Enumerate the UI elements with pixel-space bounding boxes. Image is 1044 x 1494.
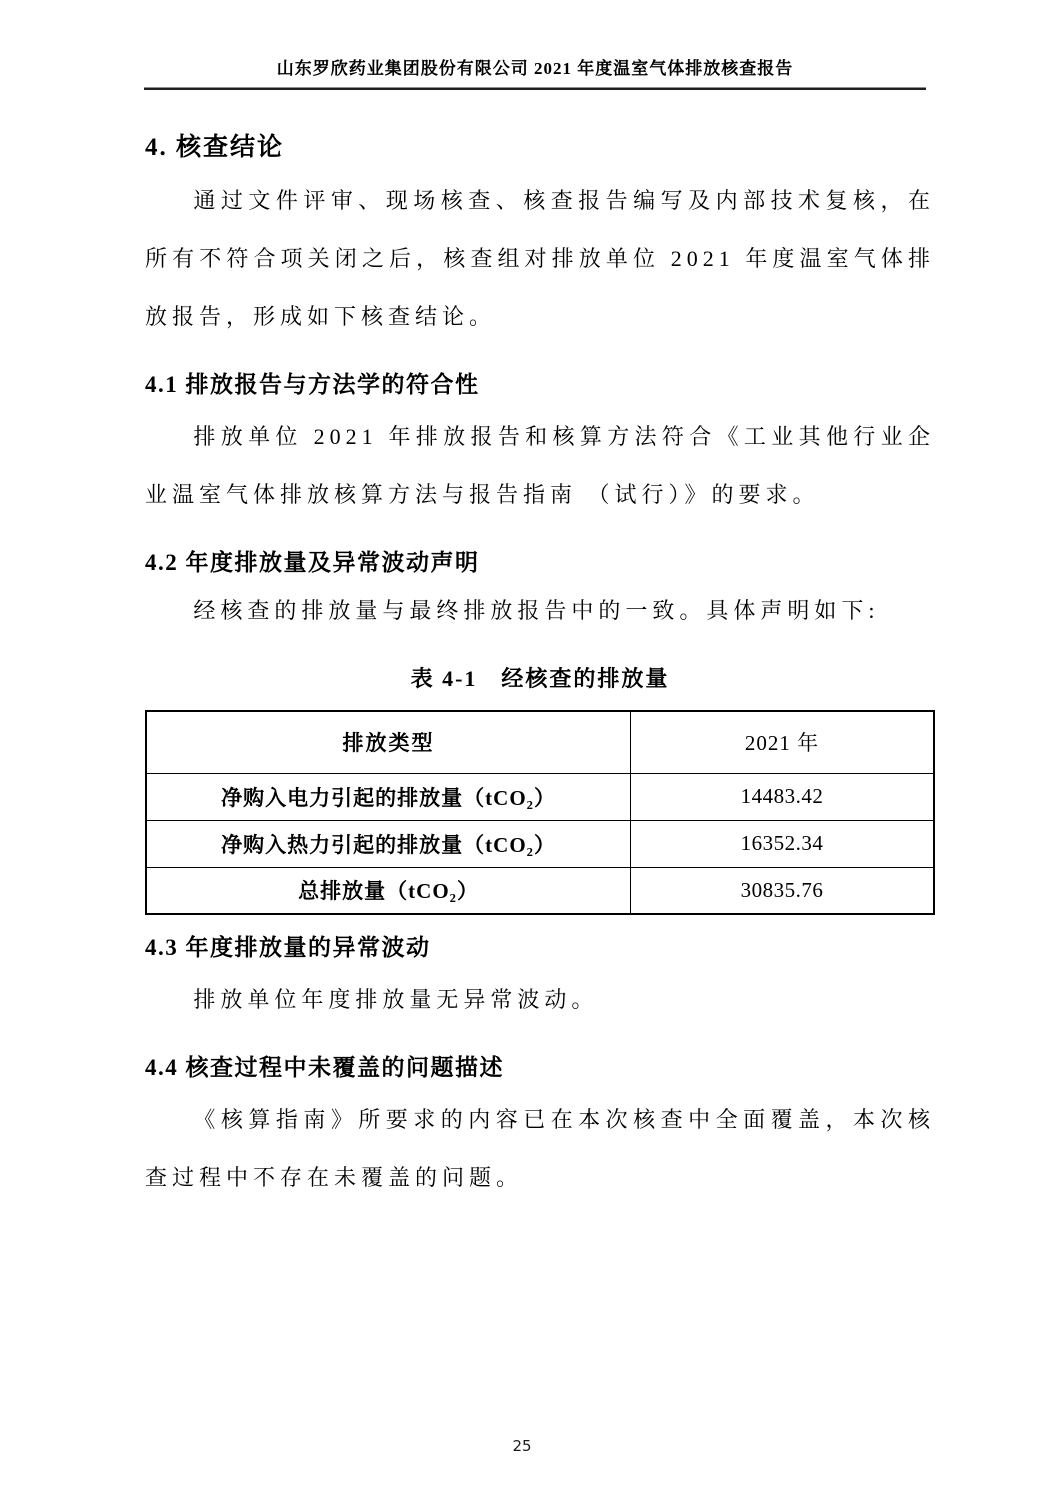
table-row: [146, 820, 934, 867]
row-label-heat: 净购入热力引起的排放量（tCO₂）: [146, 820, 631, 867]
column-header-emission-type: 排放类型: [146, 711, 631, 773]
column-header-year: 2021 年: [631, 711, 934, 773]
row-label-total: 总排放量（tCO₂）: [146, 867, 631, 914]
section-4-4-paragraph: 《核算指南》所要求的内容已在本次核查中全面覆盖，本次核查过程中不存在未覆盖的问题。: [145, 1107, 935, 1190]
emissions-table: [145, 710, 935, 915]
section-heading-4-3: 4.3 年度排放量的异常波动: [145, 935, 431, 960]
table-row: [146, 773, 934, 820]
row-value-electricity: 14483.42: [631, 773, 934, 820]
row-value-total: 30835.76: [631, 867, 934, 914]
table-header-row: [146, 711, 934, 773]
section-4-1-paragraph: 排放单位 2021 年排放报告和核算方法符合《工业其他行业企业温室气体排放核算方法与报告指南 （试行）》的要求。: [145, 424, 935, 507]
table-4-1-caption: 表 4-1 经核查的排放量: [410, 666, 670, 691]
page-number: 25: [512, 1437, 532, 1455]
section-heading-conclusion: 4. 核查结论: [145, 134, 285, 161]
row-value-heat: 16352.34: [631, 820, 934, 867]
section-heading-4-1: 4.1 排放报告与方法学的符合性: [145, 372, 480, 397]
header-rule: [144, 87, 926, 90]
section-heading-4-4: 4.4 核查过程中未覆盖的问题描述: [145, 1055, 504, 1080]
document-header-title: 山东罗欣药业集团股份有限公司 2021 年度温室气体排放核查报告: [276, 59, 794, 78]
document-body: [145, 120, 935, 1207]
row-label-electricity: 净购入电力引起的排放量（tCO₂）: [146, 773, 631, 820]
section-4-2-paragraph: 经核查的排放量与最终排放报告中的一致。具体声明如下:: [193, 598, 880, 623]
conclusion-paragraph: 通过文件评审、现场核查、核查报告编写及内部技术复核，在所有不符合项关闭之后，核查组对排放单位 2021 年度温室气体排放报告，形成如下核查结论。: [145, 188, 935, 329]
table-row: [146, 867, 934, 914]
section-heading-4-2: 4.2 年度排放量及异常波动声明: [145, 550, 480, 575]
section-4-3-paragraph: 排放单位年度排放量无异常波动。: [193, 987, 599, 1012]
